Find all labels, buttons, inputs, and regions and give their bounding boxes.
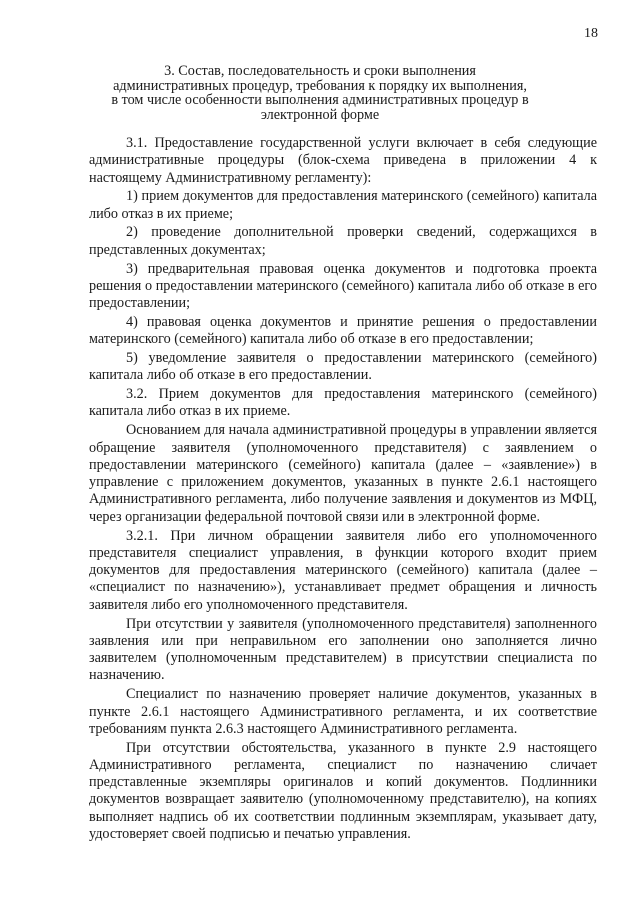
paragraph-3-2: 3.2. Прием документов для предоставления материнского (семейного) капитала либо отказ в их приеме. [89,386,597,420]
list-item-2: 2) проведение дополнительной проверки сведений, содержащихся в представленных документах; [89,224,597,258]
document-body [89,135,597,845]
paragraph-absence: При отсутствии у заявителя (уполномоченного представителя) заполненного заявления или при неправильном его заполнении оно заполняется лично заявителем (уполномоченным представителем) в присутствии специалиста по назначению. [89,615,597,684]
paragraph-3-1: 3.1. Предоставление государственной услуги включает в себя следующие административные процедуры (блок-схема приведена в приложении 4 к настоящему Административному регламенту): [89,135,597,186]
list-item-3: 3) предварительная правовая оценка документов и подготовка проекта решения о предоставлении материнского (семейного) капитала либо об отказе в его предоставлении; [89,260,597,312]
paragraph-basis: Основанием для начала административной процедуры в управлении является обращение заявителя (уполномоченного представителя) с заявлением о предоставлении материнского (семейного) капитала (далее – «заявление») в управление с приложением документов, указанных в пункте 2.6.1 настоящего Административного регламента, либо получение заявления и документов из МФЦ, через организации федеральной почтовой связи или в электронной форме. [89,422,597,525]
paragraph-3-2-1: 3.2.1. При личном обращении заявителя либо его уполномоченного представителя специалист управления, в функции которого входит прием документов для предоставления материнского (семейного) капитала (далее – «специалист по назначению»), устанавливает предмет обращения и личность заявителя либо его уполномоченного представителя. [89,527,597,613]
list-item-4: 4) правовая оценка документов и принятие решения о предоставлении материнского (семейного) капитала либо об отказе в его предоставлении; [89,313,597,348]
paragraph-check: Специалист по назначению проверяет наличие документов, указанных в пункте 2.6.1 настоящего Административного регламента, и их соответствие требованиям пункта 2.6.3 настоящего Административного регламента. [89,686,597,737]
section-heading: 3. Состав, последовательность и сроки выполнения административных процедур, требования к порядку их выполнения, в том числе особенности выполнения административных процедур в электронной форме [111,63,529,123]
list-item-5: 5) уведомление заявителя о предоставлении материнского (семейного) капитала либо об отказе в его предоставлении. [89,350,597,384]
list-item-1: 1) прием документов для предоставления материнского (семейного) капитала либо отказ в их приеме; [89,188,597,222]
page-number: 18 [584,26,598,41]
paragraph-compare: При отсутствии обстоятельства, указанного в пункте 2.9 настоящего Административного регламента, специалист по назначению сличает представленные экземпляры оригиналов и копий документов. Подлинники документов возвращает заявителю (уполномоченному представителю), на копиях выполняет надпись об их соответствии подлинным экземплярам, указывает дату, удостоверяет своей подписью и печатью управления. [89,739,597,843]
